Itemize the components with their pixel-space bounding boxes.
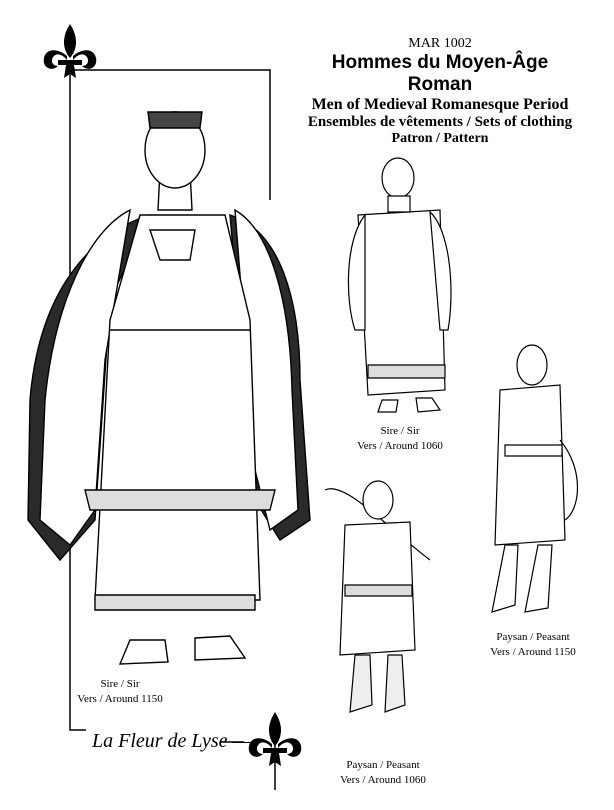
title-english: Men of Medieval Romanesque Period [311,95,569,113]
brand-dash: — [232,730,251,752]
pattern-header [300,36,580,148]
fleur-de-lis-icon [249,712,302,766]
figure-caption-date: Vers / Around 1060 [340,773,426,786]
figure-caption [75,677,165,707]
figure-sire-1060-illustration [348,158,451,412]
figure-caption-date: Vers / Around 1150 [490,645,576,658]
subtitle: Ensembles de vêtements / Sets of clothing [307,114,573,131]
figure-caption [318,758,448,788]
figure-caption-name: Sire / Sir [380,425,420,437]
figure-caption-date: Vers / Around 1150 [77,692,163,705]
title-french: Hommes du Moyen-Âge Roman [331,52,549,95]
figure-caption [468,630,598,660]
figure-peasant-1060-illustration [325,481,430,712]
figure-caption-name: Paysan / Peasant [346,759,420,771]
pattern-code: MAR 1002 [408,36,472,51]
brand-name [92,730,250,753]
figure-peasant-1150-illustration [492,345,578,612]
figure-caption [345,424,455,454]
figure-caption-date: Vers / Around 1060 [357,439,443,452]
figure-caption-name: Paysan / Peasant [496,631,570,643]
brand-text: La Fleur de Lyse [92,730,228,752]
figure-caption-name: Sire / Sir [100,678,140,690]
pattern-label: Patron / Pattern [391,131,489,147]
